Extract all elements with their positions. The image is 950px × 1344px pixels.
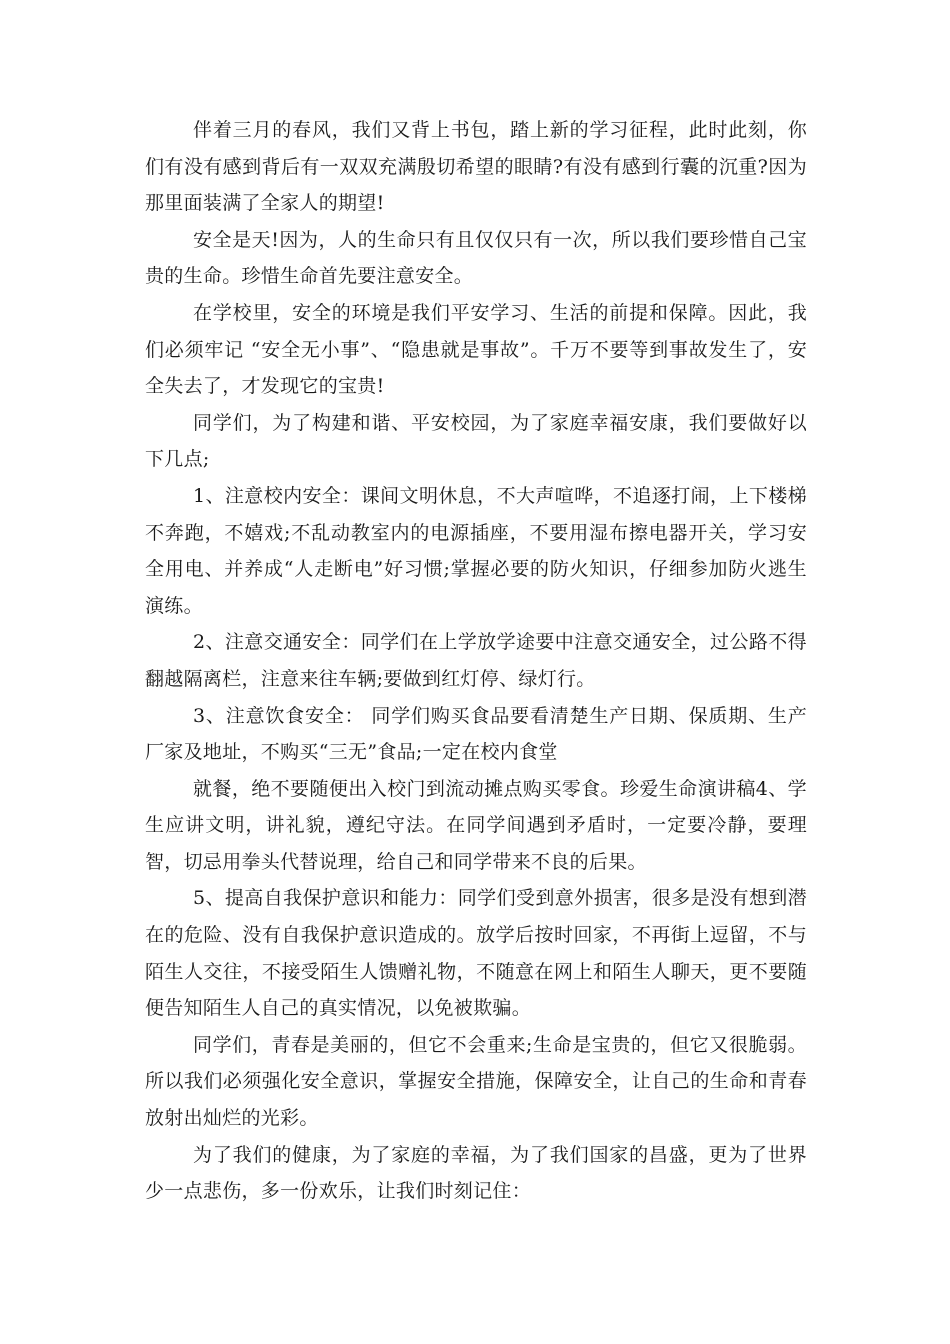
paragraph-1: 伴着三月的春风，我们又背上书包，踏上新的学习征程，此时此刻，你们有没有感到背后有一双双充满殷切希望的眼睛?有没有感到行囊的沉重?因为那里面装满了全家人的期望! (145, 119, 807, 215)
paragraph-9: 5、提高自我保护意识和能力：同学们受到意外损害，很多是没有想到潜在的危险、没有自我保护意识造成的。放学后按时回家，不再街上逗留，不与陌生人交往，不接受陌生人馈赠礼物，不随意在网上和陌生人聊天，更不要随便告知陌生人自己的真实情况，以免被欺骗。 (145, 887, 807, 1020)
document-body (145, 112, 807, 1210)
paragraph-3: 在学校里，安全的环境是我们平安学习、生活的前提和保障。因此，我们必须牢记 “安全无小事”、“隐患就是事故”。千万不要等到事故发生了，安全失去了，才发现它的宝贵! (145, 301, 807, 398)
paragraph-7: 3、注意饮食安全： 同学们购买食品要看清楚生产日期、保质期、生产厂家及地址，不购买“三无”食品;一定在校内食堂 (145, 704, 807, 764)
paragraph-2: 安全是天!因为，人的生命只有且仅仅只有一次，所以我们要珍惜自己宝贵的生命。珍惜生命首先要注意安全。 (145, 228, 807, 288)
paragraph-10: 同学们，青春是美丽的，但它不会重来;生命是宝贵的，但它又很脆弱。所以我们必须强化安全意识，掌握安全措施，保障安全，让自己的生命和青春放射出灿烂的光彩。 (145, 1033, 807, 1130)
paragraph-5: 1、注意校内安全：课间文明休息，不大声喧哗，不追逐打闹，上下楼梯不奔跑，不嬉戏;不乱动教室内的电源插座，不要用湿布擦电器开关，学习安全用电、并养成“人走断电”好习惯;掌握必要的防火知识，仔细参加防火逃生演练。 (145, 484, 807, 617)
paragraph-4: 同学们，为了构建和谐、平安校园，为了家庭幸福安康，我们要做好以下几点; (145, 411, 807, 471)
paragraph-8: 就餐，绝不要随便出入校门到流动摊点购买零食。珍爱生命演讲稿4、学生应讲文明，讲礼貌，遵纪守法。在同学间遇到矛盾时，一定要冷静，要理智，切忌用拳头代替说理，给自己和同学带来不良的后果。 (145, 777, 807, 873)
paragraph-6: 2、注意交通安全：同学们在上学放学途要中注意交通安全，过公路不得翻越隔离栏，注意来往车辆;要做到红灯停、绿灯行。 (145, 631, 807, 690)
paragraph-11: 为了我们的健康，为了家庭的幸福，为了我们国家的昌盛，更为了世界少一点悲伤，多一份欢乐，让我们时刻记住： (145, 1143, 807, 1203)
